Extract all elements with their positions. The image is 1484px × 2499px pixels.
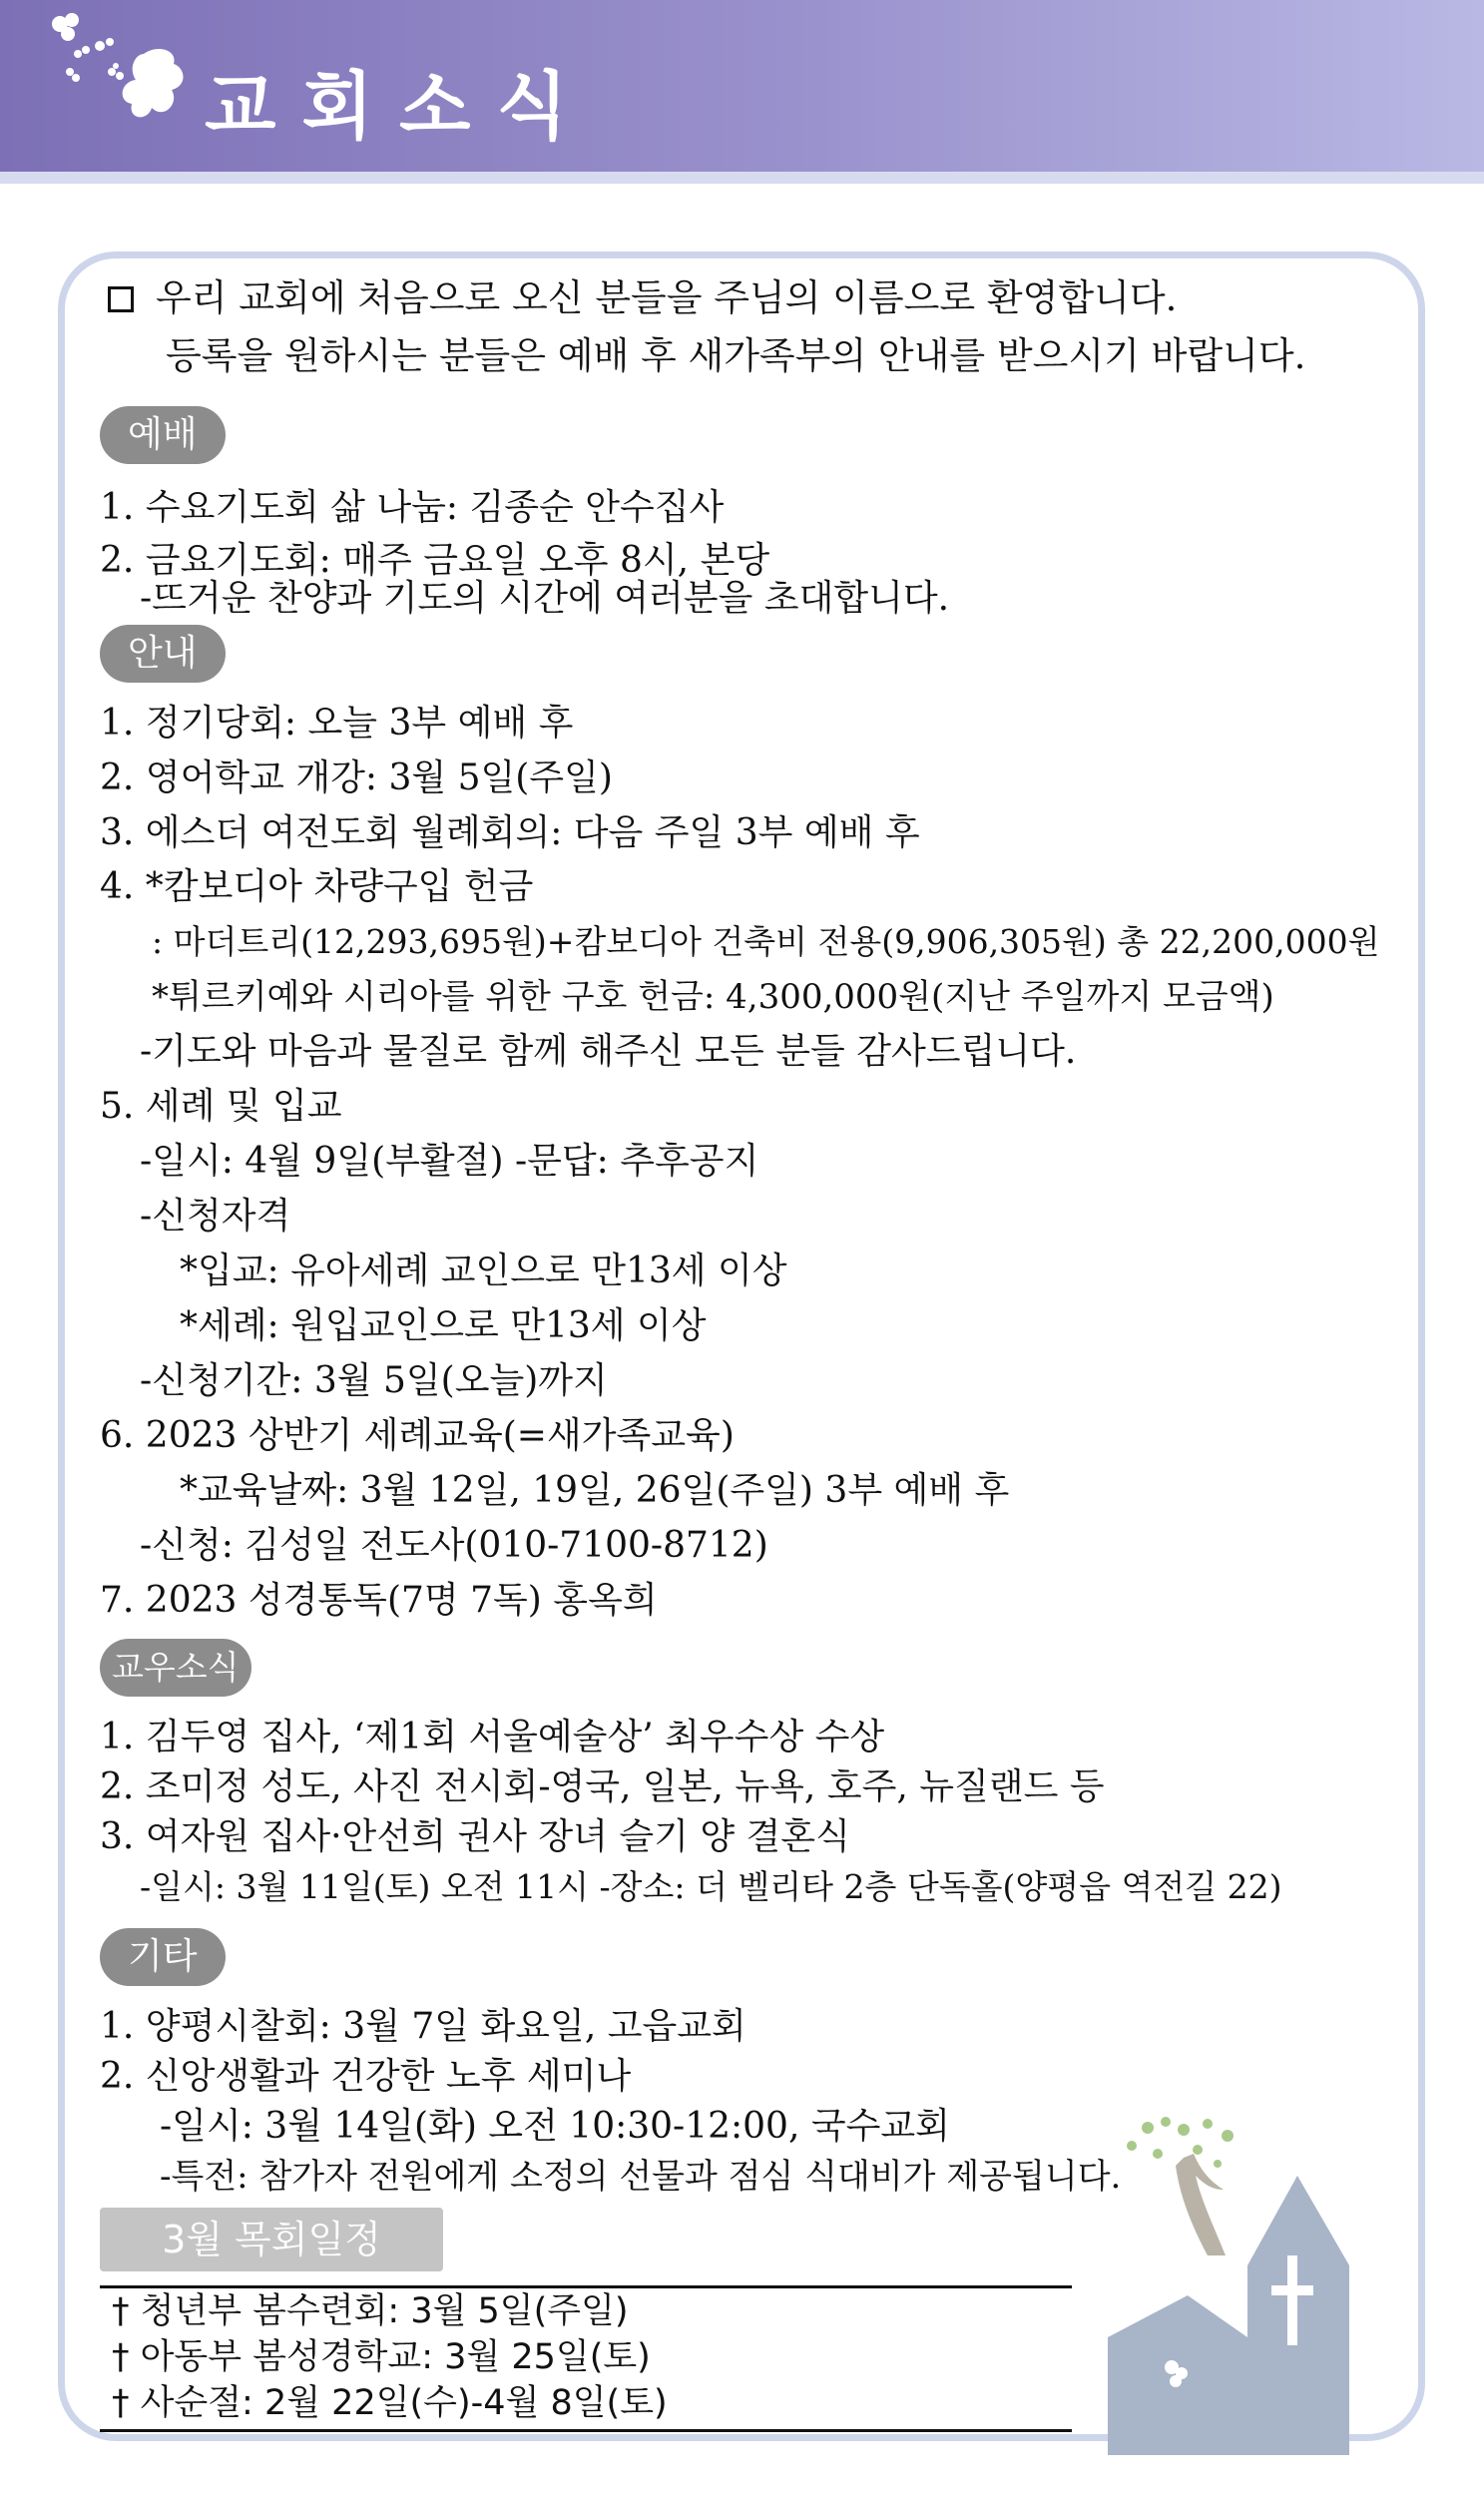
- welcome-message: [108, 269, 1305, 385]
- section-label-members: 교우소식: [100, 1639, 251, 1697]
- notice-line: 1. 정기당회: 오늘 3부 예배 후: [100, 703, 574, 744]
- header-banner: [0, 0, 1484, 172]
- header-underline: [0, 172, 1484, 184]
- notice-line: -일시: 4월 9일(부활절) -문답: 추후공지: [140, 1141, 759, 1182]
- church-tree-illustration: [1088, 2106, 1387, 2455]
- members-line: 2. 조미정 성도, 사진 전시회-영국, 일본, 뉴욕, 호주, 뉴질랜드 등: [100, 1766, 1105, 1807]
- notice-line: -신청자격: [140, 1196, 291, 1237]
- schedule-item: † 청년부 봄수련회: 3월 5일(주일): [112, 2291, 629, 2331]
- welcome-line-1: 우리 교회에 처음으로 오신 분들을 주님의 이름으로 환영합니다.: [156, 276, 1178, 319]
- notice-line: 4. *캄보디아 차량구입 헌금: [100, 866, 534, 907]
- notice-line: *튀르키예와 시리아를 위한 구호 헌금: 4,300,000원(지난 주일까지 모금액): [152, 977, 1274, 1017]
- notice-line: *세례: 원입교인으로 만13세 이상: [180, 1305, 707, 1346]
- etc-line: 2. 신앙생활과 건강한 노후 세미나: [100, 2056, 632, 2097]
- section-label-notice: 안내: [100, 625, 226, 683]
- notice-line: *교육날짜: 3월 12일, 19일, 26일(주일) 3부 예배 후: [180, 1470, 1010, 1511]
- notice-line: 3. 에스더 여전도회 월례회의: 다음 주일 3부 예배 후: [100, 812, 920, 853]
- flower-icon: [40, 10, 200, 140]
- notice-line: -신청: 김성일 전도사(010-7100-8712): [140, 1525, 768, 1566]
- members-line: 1. 김두영 집사, ‘제1회 서울예술상’ 최우수상 수상: [100, 1717, 885, 1757]
- schedule-bottom-rule: [100, 2429, 1072, 2432]
- schedule-top-rule: [100, 2285, 1072, 2288]
- notice-line: 6. 2023 상반기 세례교육(=새가족교육): [100, 1415, 735, 1456]
- members-line: 3. 여자원 집사·안선희 권사 장녀 슬기 양 결혼식: [100, 1816, 850, 1857]
- members-line: -일시: 3월 11일(토) 오전 11시 -장소: 더 벨리타 2층 단독홀(양평읍 역전길 22): [140, 1867, 1282, 1906]
- notice-line: 5. 세례 및 입교: [100, 1086, 342, 1127]
- notice-line: 2. 영어학교 개강: 3월 5일(주일): [100, 757, 613, 798]
- notice-line: -기도와 마음과 물질로 함께 해주신 모든 분들 감사드립니다.: [140, 1031, 1077, 1072]
- worship-line: 1. 수요기도회 삶 나눔: 김종순 안수집사: [100, 487, 725, 528]
- welcome-line-2: 등록을 원하시는 분들은 예배 후 새가족부의 안내를 받으시기 바랍니다.: [166, 334, 1306, 377]
- etc-line: -일시: 3월 14일(화) 오전 10:30-12:00, 국수교회: [160, 2106, 950, 2147]
- notice-line: 7. 2023 성경통독(7명 7독) 홍옥희: [100, 1580, 658, 1621]
- etc-line: -특전: 참가자 전원에게 소정의 선물과 점심 식대비가 제공됩니다.: [160, 2157, 1122, 2197]
- schedule-item: † 사순절: 2월 22일(수)-4월 8일(토): [112, 2383, 668, 2423]
- worship-line: -뜨거운 찬양과 기도의 시간에 여러분을 초대합니다.: [140, 578, 950, 619]
- checkbox-square-icon: [108, 286, 134, 312]
- page-title: 교회소식: [205, 64, 594, 150]
- notice-line: : 마더트리(12,293,695원)+캄보디아 건축비 전용(9,906,305원) 총 22,200,000원: [152, 922, 1380, 961]
- etc-line: 1. 양평시찰회: 3월 7일 화요일, 고읍교회: [100, 2006, 746, 2047]
- notice-line: *입교: 유아세례 교인으로 만13세 이상: [180, 1250, 787, 1291]
- schedule-item: † 아동부 봄성경학교: 3월 25일(토): [112, 2337, 651, 2377]
- schedule-header: 3월 목회일정: [100, 2208, 443, 2271]
- section-label-worship: 예배: [100, 406, 226, 464]
- worship-line: 2. 금요기도회: 매주 금요일 오후 8시, 본당: [100, 540, 770, 581]
- section-label-etc: 기타: [100, 1928, 226, 1986]
- notice-line: -신청기간: 3월 5일(오늘)까지: [140, 1360, 608, 1401]
